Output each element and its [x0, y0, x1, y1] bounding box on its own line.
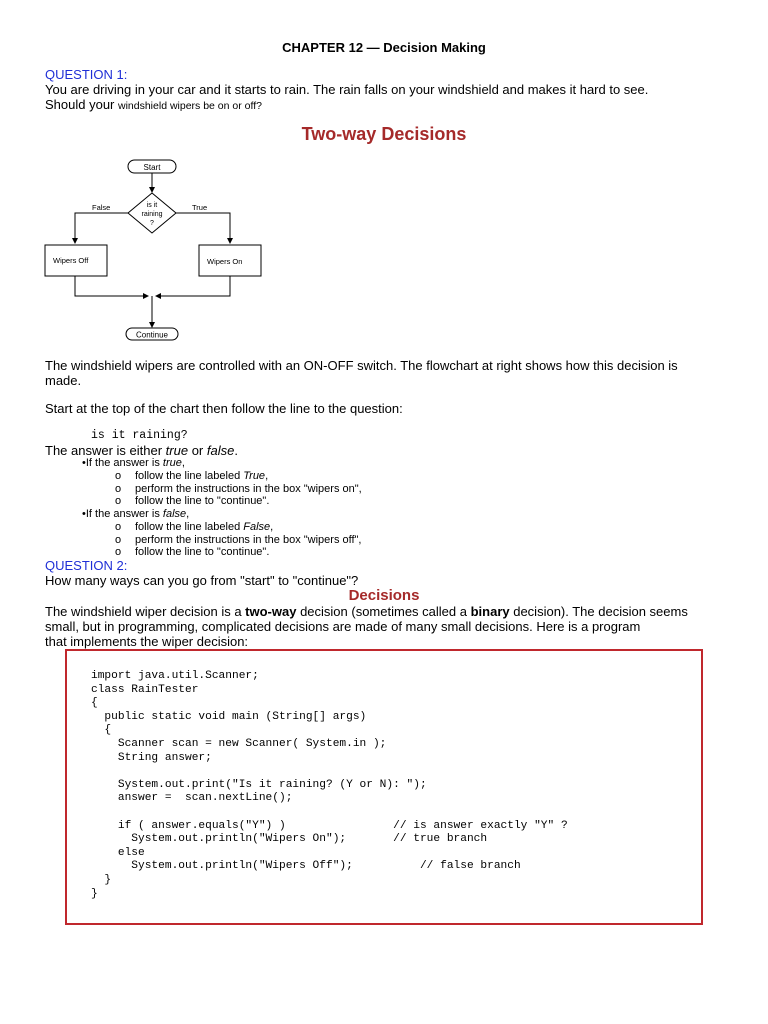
bullet-true-suffix: ,	[181, 457, 185, 469]
flowchart-wipers-off-label: Wipers Off	[53, 256, 89, 265]
paragraph-switch-line-2: made.	[45, 373, 82, 388]
question-1-text	[45, 82, 648, 114]
paragraph-switch-line-1: The windshield wipers are controlled with an ON-OFF switch. The flowchart at right shows how this decision is	[45, 358, 678, 373]
bullet-false-sub-1	[115, 521, 273, 534]
bullet-true-sub-1	[115, 470, 268, 483]
paragraph-switch	[45, 358, 678, 388]
flowchart-merge-right	[156, 276, 230, 296]
flowchart-continue-label: Continue	[135, 330, 169, 340]
flowchart-merge-left	[75, 276, 148, 296]
bullet-true-sub-3-text: follow the line to "continue".	[135, 495, 270, 507]
question-2-text: How many ways can you go from "start" to "continue"?	[45, 573, 359, 588]
bullet-true-sub-1-suffix: ,	[265, 470, 269, 482]
para3-part-1: The windshield wiper decision is a	[45, 604, 246, 619]
para3-bold-binary: binary	[470, 604, 510, 619]
flowchart	[40, 155, 280, 345]
flowchart-true-branch	[176, 213, 230, 243]
bullet-true-prefix: If the answer is	[85, 457, 163, 469]
bullet-false-symbol: •	[82, 508, 86, 520]
bullet-false-word: false	[162, 508, 187, 520]
answer-false-word: false	[206, 443, 235, 458]
para3-part-2: decision (sometimes called a	[296, 604, 471, 619]
bullet-false	[82, 508, 189, 521]
bullet-false-sub-1-suffix: ,	[270, 521, 274, 533]
code-listing: import java.util.Scanner; class RainTester { public static void main (String[] args) { Scanner scan = new Scanner( System.in ); String answer; System.out.print("Is it raining? (Y or N): "); answer = scan.nextLine(); if ( answer.equals("Y") ) // is answer exactly "Y" ? System.out.println("Wipers On"); // true branch else System.out.println("Wipers Off"); // false branch } }	[91, 670, 568, 900]
question-1-line-1: You are driving in your car and it starts to rain. The rain falls on your windshield and makes it hard to see.	[45, 82, 649, 97]
question-1-line-2-main: Should your	[45, 97, 118, 112]
answer-true-word: true	[165, 443, 189, 458]
flowchart-decision-line-3: ?	[150, 220, 154, 227]
sub-bullet-symbol: o	[115, 521, 122, 533]
paragraph-decisions-line-1	[45, 604, 688, 619]
flowchart-false-branch	[75, 213, 128, 243]
paragraph-decisions-line-3: that implements the wiper decision:	[45, 634, 249, 649]
answer-suffix: .	[234, 443, 238, 458]
para3-part-3: decision). The decision seems	[509, 604, 688, 619]
bullet-false-sub-3	[115, 546, 269, 559]
decisions-title: Decisions	[348, 587, 420, 604]
question-2-label: QUESTION 2:	[45, 558, 128, 573]
bullet-false-suffix: ,	[186, 508, 190, 520]
bullet-true-sub-2-text: perform the instructions in the box "wipers on",	[135, 482, 362, 495]
bullet-false-sub-1-word: False	[243, 521, 271, 533]
two-way-decisions-title: Two-way Decisions	[301, 124, 467, 144]
flowchart-decision-line-1: is it	[146, 202, 158, 209]
answer-line	[45, 443, 238, 458]
question-1-line-2	[45, 97, 648, 114]
flowchart-start-label: Start	[143, 163, 161, 172]
bullet-false-sub-2-text: perform the instructions in the box "wipers off",	[135, 533, 362, 546]
paragraph-decisions-line-2: small, but in programming, complicated decisions are made of many small decisions. Here is a program	[45, 619, 641, 634]
bullet-true-sub-3	[115, 495, 269, 508]
bullet-true	[82, 457, 185, 470]
code-box	[65, 649, 703, 925]
answer-or: or	[188, 443, 207, 458]
sub-bullet-symbol: o	[115, 495, 122, 507]
sub-bullet-symbol: o	[115, 482, 122, 495]
bullet-true-word: true	[162, 457, 182, 469]
question-1-line-2-small: windshield wipers be on or off?	[118, 100, 262, 112]
sub-bullet-symbol: o	[115, 470, 122, 482]
bullet-false-prefix: If the answer is	[85, 508, 163, 520]
question-1-label: QUESTION 1:	[45, 67, 128, 82]
answer-prefix: The answer is either	[45, 443, 166, 458]
chapter-title: CHAPTER 12 — Decision Making	[282, 40, 486, 55]
bullet-false-sub-1-prefix: follow the line labeled	[135, 521, 244, 533]
bullet-true-sub-2	[115, 483, 362, 496]
paragraph-start: Start at the top of the chart then follow the line to the question:	[45, 401, 403, 416]
para3-bold-two-way: two-way	[245, 604, 297, 619]
sub-bullet-symbol: o	[115, 546, 122, 558]
bullet-true-symbol: •	[82, 457, 86, 469]
bullet-true-sub-1-prefix: follow the line labeled	[135, 470, 244, 482]
flowchart-true-label: True	[192, 203, 208, 212]
paragraph-decisions	[45, 604, 688, 649]
bullet-false-sub-2	[115, 534, 362, 547]
code-question: is it raining?	[91, 429, 188, 442]
sub-bullet-symbol: o	[115, 533, 122, 546]
bullet-false-sub-3-text: follow the line to "continue".	[135, 546, 270, 558]
flowchart-false-label: False	[92, 203, 111, 212]
bullet-true-sub-1-word: True	[243, 470, 266, 482]
flowchart-decision-line-2: raining	[141, 211, 163, 218]
flowchart-wipers-on-label: Wipers On	[207, 257, 243, 266]
